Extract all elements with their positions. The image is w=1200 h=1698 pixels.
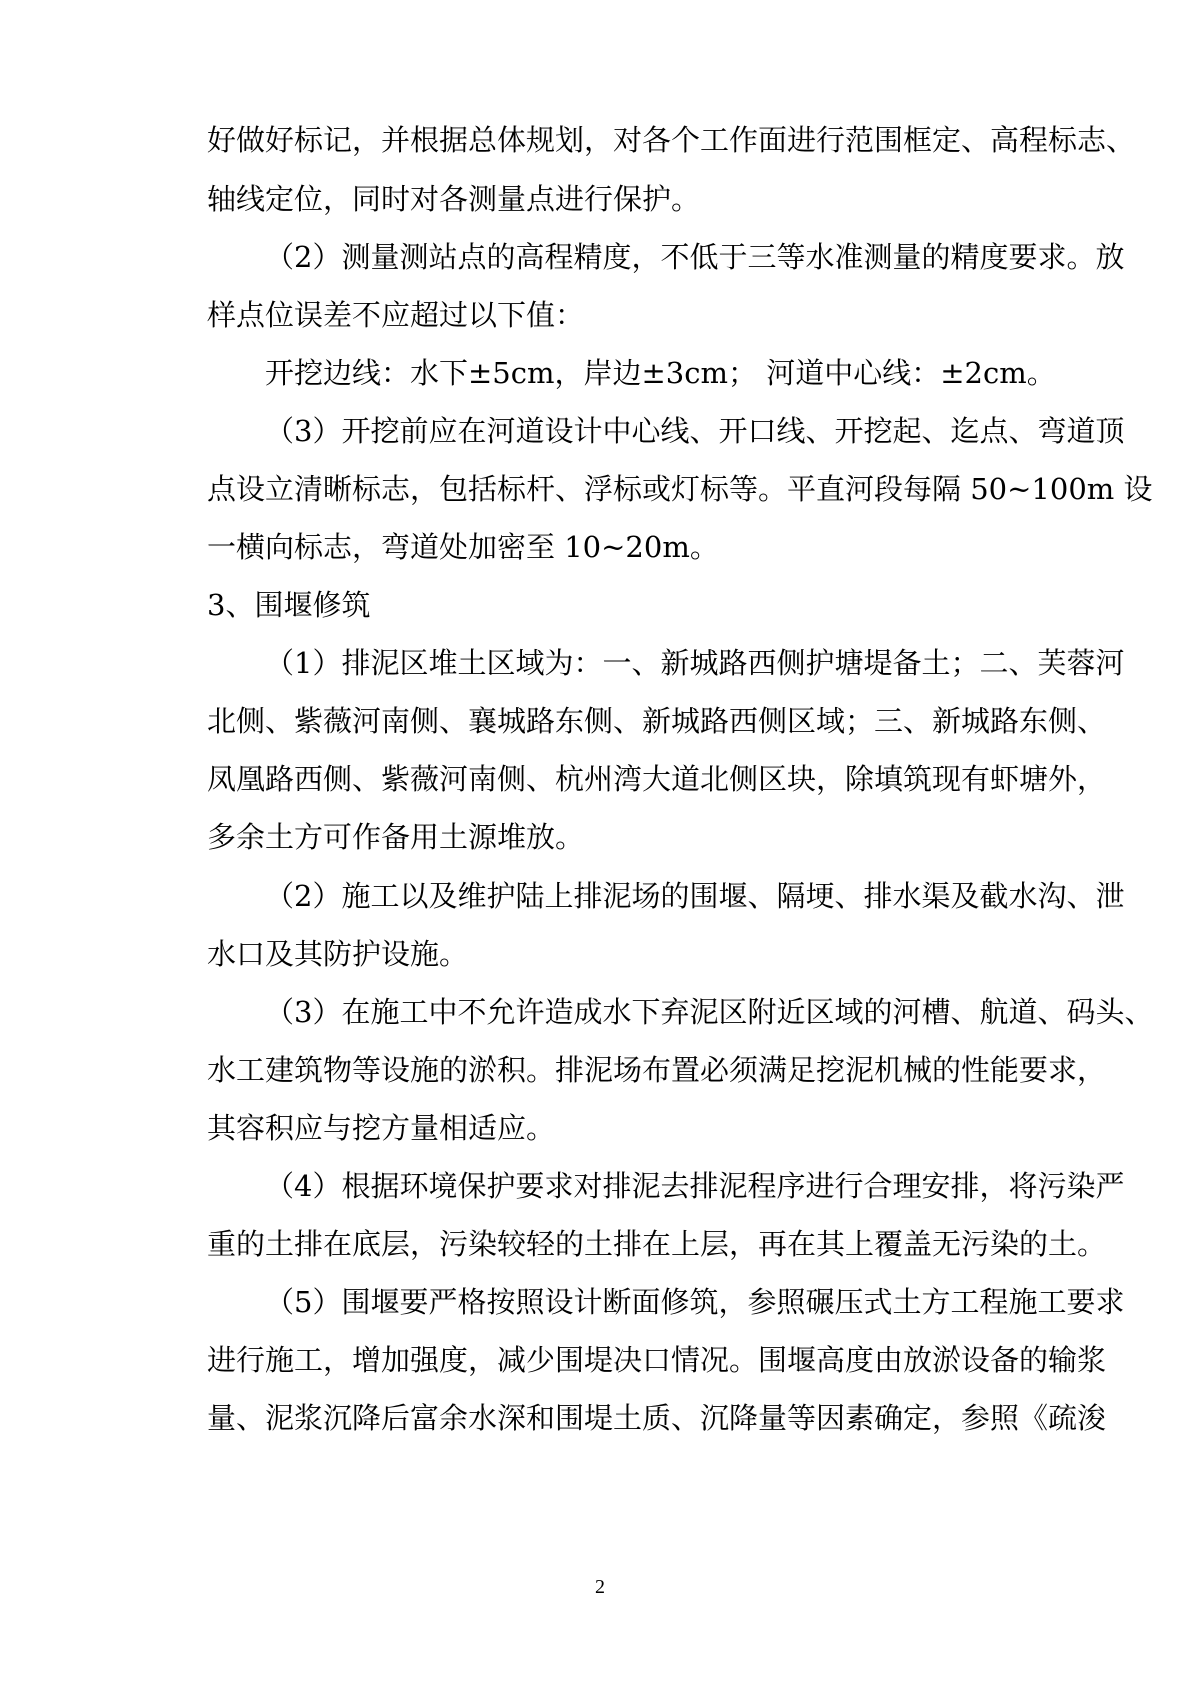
body-text-line: 好做好标记，并根据总体规划，对各个工作面进行范围框定、高程标志、 xyxy=(207,123,1136,157)
body-text-line: 凤凰路西侧、紫薇河南侧、杭州湾大道北侧区块，除填筑现有虾塘外， xyxy=(207,762,1107,796)
paragraph-first-line: （4）根据环境保护要求对排泥去排泥程序进行合理安排，将污染严 xyxy=(265,1169,1125,1203)
paragraph-first-line: （5）围堰要严格按照设计断面修筑，参照碾压式土方工程施工要求 xyxy=(265,1285,1125,1319)
section-heading: 3、围堰修筑 xyxy=(207,588,371,622)
paragraph-first-line: （2）测量测站点的高程精度，不低于三等水准测量的精度要求。放 xyxy=(265,240,1125,274)
body-text-line: 水工建筑物等设施的淤积。排泥场布置必须满足挖泥机械的性能要求， xyxy=(207,1053,1107,1087)
body-text-line: 进行施工，增加强度，减少围堤决口情况。围堰高度由放淤设备的输浆 xyxy=(207,1343,1107,1377)
body-text-line: 其容积应与挖方量相适应。 xyxy=(207,1111,556,1145)
paragraph-first-line: （3）在施工中不允许造成水下弃泥区附近区域的河槽、航道、码头、 xyxy=(265,995,1154,1029)
paragraph-first-line: （2）施工以及维护陆上排泥场的围堰、隔埂、排水渠及截水沟、泄 xyxy=(265,879,1125,913)
page-number: 2 xyxy=(595,1576,605,1598)
paragraph-first-line: （3）开挖前应在河道设计中心线、开口线、开挖起、迄点、弯道顶 xyxy=(265,414,1125,448)
body-text-line: 点设立清晰标志，包括标杆、浮标或灯标等。平直河段每隔 50~100m 设 xyxy=(207,472,1153,506)
paragraph-first-line: （1）排泥区堆土区域为：一、新城路西侧护塘堤备土；二、芙蓉河 xyxy=(265,646,1125,680)
body-text-line: 重的土排在底层，污染较轻的土排在上层，再在其上覆盖无污染的土。 xyxy=(207,1227,1107,1261)
body-text-line: 北侧、紫薇河南侧、襄城路东侧、新城路西侧区域；三、新城路东侧、 xyxy=(207,704,1107,738)
body-text-line: 轴线定位，同时对各测量点进行保护。 xyxy=(207,182,701,216)
body-text-line: 量、泥浆沉降后富余水深和围堤土质、沉降量等因素确定，参照《疏浚 xyxy=(207,1401,1107,1435)
tolerance-values-line: 开挖边线：水下±5cm，岸边±3cm； 河道中心线：±2cm。 xyxy=(265,356,1056,390)
body-text-line: 多余土方可作备用土源堆放。 xyxy=(207,820,585,854)
body-text-line: 一横向标志，弯道处加密至 10~20m。 xyxy=(207,530,719,564)
body-text-line: 样点位误差不应超过以下值： xyxy=(207,298,585,332)
body-text-line: 水口及其防护设施。 xyxy=(207,937,469,971)
